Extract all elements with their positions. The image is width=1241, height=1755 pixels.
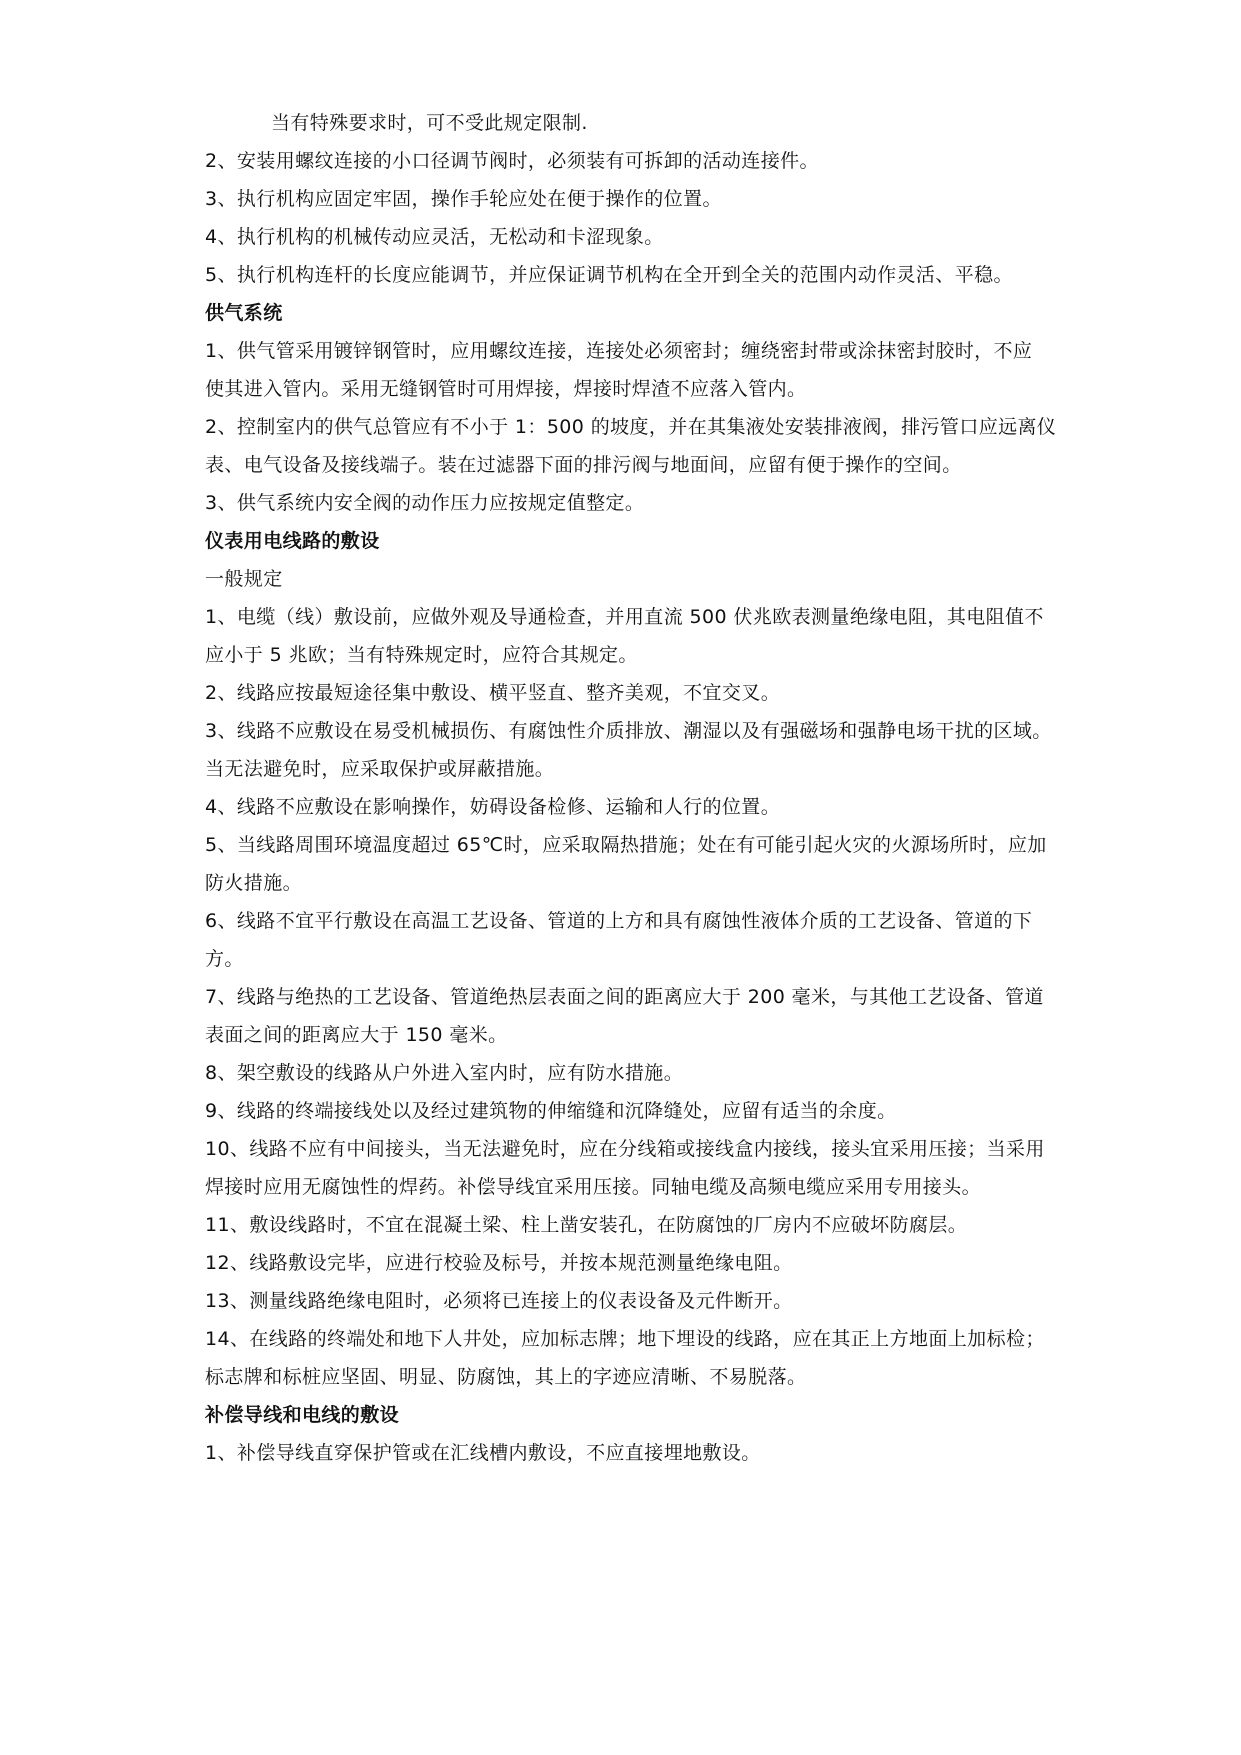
text-line: 4、线路不应敷设在影响操作，妨碍设备检修、运输和人行的位置。	[205, 796, 781, 818]
text-line: 4、执行机构的机械传动应灵活，无松动和卡涩现象。	[205, 226, 664, 248]
text-line: 10、线路不应有中间接头，当无法避免时，应在分线箱或接线盒内接线，接头宜采用压接；当采用	[205, 1138, 1045, 1160]
text-line: 11、敷设线路时，不宜在混凝土梁、柱上凿安装孔，在防腐蚀的厂房内不应破坏防腐层。	[205, 1214, 968, 1236]
text-line: 2、安装用螺纹连接的小口径调节阀时，必须装有可拆卸的活动连接件。	[205, 150, 819, 172]
text-line: 3、线路不应敷设在易受机械损伤、有腐蚀性介质排放、潮湿以及有强磁场和强静电场干扰的区域。	[205, 720, 1052, 742]
text-line: 5、当线路周围环境温度超过 65℃时，应采取隔热措施；处在有可能引起火灾的火源场所时，应加	[205, 834, 1047, 856]
text-line: 表面之间的距离应大于 150 毫米。	[205, 1024, 508, 1046]
text-line: 14、在线路的终端处和地下人井处，应加标志牌；地下埋设的线路，应在其正上方地面上加标检；	[205, 1328, 1045, 1350]
text-line: 一般规定	[205, 568, 283, 590]
text-line: 焊接时应用无腐蚀性的焊药。补偿导线宜采用压接。同轴电缆及高频电缆应采用专用接头。	[205, 1176, 982, 1198]
text-line: 方。	[205, 948, 244, 970]
text-line: 9、线路的终端接线处以及经过建筑物的伸缩缝和沉降缝处，应留有适当的余度。	[205, 1100, 897, 1122]
text-line: 防火措施。	[205, 872, 303, 894]
text-line: 13、测量线路绝缘电阻时，必须将已连接上的仪表设备及元件断开。	[205, 1290, 793, 1312]
text-line: 12、线路敷设完毕，应进行校验及标号，并按本规范测量绝缘电阻。	[205, 1252, 793, 1274]
text-line: 2、线路应按最短途径集中敷设、横平竖直、整齐美观，不宜交叉。	[205, 682, 781, 704]
document-body	[205, 104, 1125, 1472]
text-line: 1、补偿导线直穿保护管或在汇线槽内敷设，不应直接埋地敷设。	[205, 1442, 761, 1464]
text-line: 应小于 5 兆欧；当有特殊规定时，应符合其规定。	[205, 644, 638, 666]
text-line: 标志牌和标桩应坚固、明显、防腐蚀，其上的字迹应清晰、不易脱落。	[205, 1366, 807, 1388]
text-line: 1、电缆（线）敷设前，应做外观及导通检查，并用直流 500 伏兆欧表测量绝缘电阻，其电阻值不	[205, 606, 1044, 628]
text-line: 当无法避免时，应采取保护或屏蔽措施。	[205, 758, 555, 780]
text-line: 6、线路不宜平行敷设在高温工艺设备、管道的上方和具有腐蚀性液体介质的工艺设备、管道的下	[205, 910, 1033, 932]
text-line: 8、架空敷设的线路从户外进入室内时，应有防水措施。	[205, 1062, 684, 1084]
section-heading: 仪表用电线路的敷设	[205, 530, 380, 552]
text-line: 表、电气设备及接线端子。装在过滤器下面的排污阀与地面间，应留有便于操作的空间。	[205, 454, 962, 476]
text-line: 3、供气系统内安全阀的动作压力应按规定值整定。	[205, 492, 645, 514]
section-heading: 供气系统	[205, 302, 283, 324]
text-line: 7、线路与绝热的工艺设备、管道绝热层表面之间的距离应大于 200 毫米，与其他工艺设备、管道	[205, 986, 1044, 1008]
text-line: 5、执行机构连杆的长度应能调节，并应保证调节机构在全开到全关的范围内动作灵活、平稳。	[205, 264, 1013, 286]
text-line: 使其进入管内。采用无缝钢管时可用焊接，焊接时焊渣不应落入管内。	[205, 378, 807, 400]
text-line: 3、执行机构应固定牢固，操作手轮应处在便于操作的位置。	[205, 188, 722, 210]
text-line: 当有特殊要求时，可不受此规定限制.	[271, 112, 588, 134]
text-line: 2、控制室内的供气总管应有不小于 1：500 的坡度，并在其集液处安装排液阀，排污管口应远离仪	[205, 416, 1057, 438]
text-line: 1、供气管采用镀锌钢管时，应用螺纹连接，连接处必须密封；缠绕密封带或涂抹密封胶时，不应	[205, 340, 1033, 362]
section-heading: 补偿导线和电线的敷设	[205, 1404, 400, 1426]
